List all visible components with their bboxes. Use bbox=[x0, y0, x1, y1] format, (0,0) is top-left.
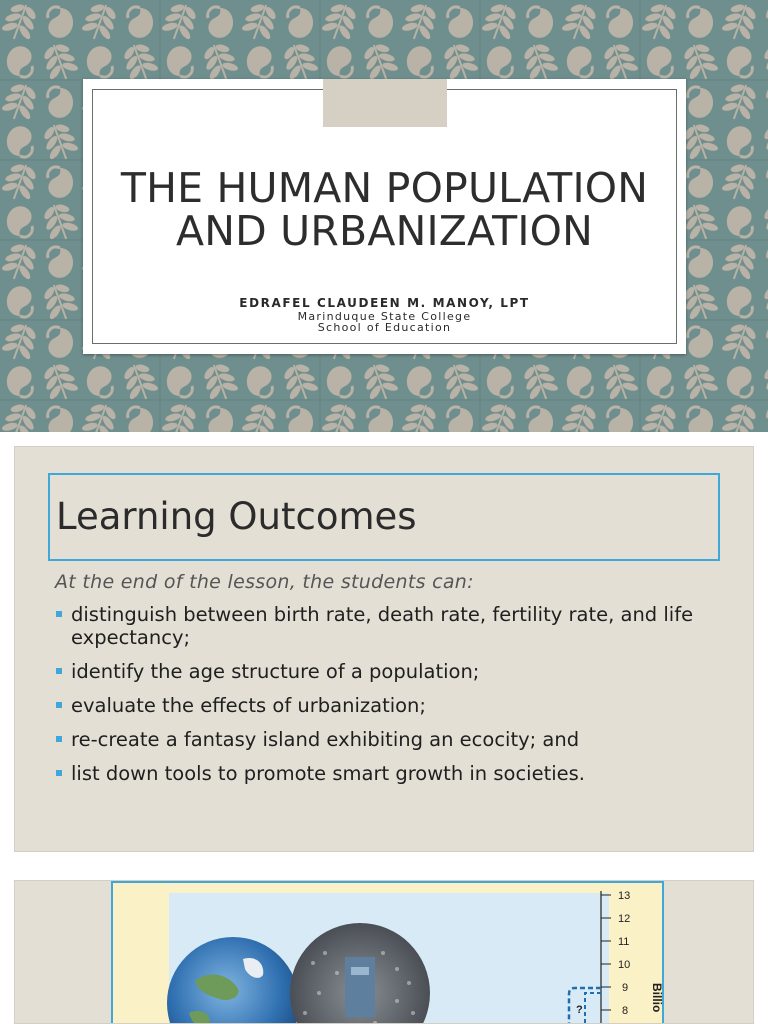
list-item bbox=[55, 603, 725, 649]
learning-outcomes-slide bbox=[14, 446, 754, 852]
axis-tick-label: 9 bbox=[622, 982, 629, 994]
bullet-icon bbox=[56, 702, 62, 708]
list-item-text: evaluate the effects of urbanization; bbox=[71, 694, 426, 717]
list-item bbox=[55, 728, 725, 751]
population-figure bbox=[111, 881, 664, 1024]
affiliation-line-2: School of Education bbox=[317, 321, 452, 334]
axis-label: Billio bbox=[650, 983, 664, 1013]
affiliation-line-1: Marinduque State College bbox=[297, 310, 472, 323]
bullet-icon bbox=[56, 736, 62, 742]
figure-illustration bbox=[113, 883, 664, 1024]
list-item-text: list down tools to promote smart growth in societies. bbox=[71, 762, 586, 785]
axis-tick-label: 10 bbox=[618, 959, 631, 971]
title-slide bbox=[0, 0, 768, 432]
slide-title-line-2: AND URBANIZATION bbox=[176, 207, 593, 255]
list-item bbox=[55, 694, 725, 717]
outcome-list bbox=[55, 603, 725, 796]
slide-title-line-1: THE HUMAN POPULATION bbox=[120, 164, 649, 212]
list-item bbox=[55, 762, 725, 785]
population-figure-slide bbox=[14, 880, 754, 1024]
list-item-text: identify the age structure of a population; bbox=[71, 660, 480, 683]
axis-tick-label: 8 bbox=[622, 1005, 629, 1017]
slide-title bbox=[83, 164, 686, 255]
projection-marker: ? bbox=[576, 1004, 583, 1016]
bullet-icon bbox=[56, 770, 62, 776]
axis-tick-label: 12 bbox=[618, 913, 631, 925]
heading-box bbox=[48, 473, 720, 561]
bullet-icon bbox=[56, 668, 62, 674]
list-item-text: distinguish between birth rate, death rate, fertility rate, and life expectancy; bbox=[71, 603, 694, 649]
slide-heading: Learning Outcomes bbox=[56, 495, 417, 538]
bullet-icon bbox=[56, 611, 62, 617]
intro-text: At the end of the lesson, the students can: bbox=[55, 571, 474, 593]
axis-tick-label: 11 bbox=[618, 936, 630, 948]
affiliation bbox=[83, 311, 686, 333]
list-item bbox=[55, 660, 725, 683]
title-tab-decoration bbox=[323, 79, 447, 127]
title-card bbox=[83, 79, 686, 354]
axis-tick-label: 13 bbox=[618, 890, 631, 902]
author-name: EDRAFEL CLAUDEEN M. MANOY, LPT bbox=[239, 296, 530, 310]
list-item-text: re-create a fantasy island exhibiting an ecocity; and bbox=[71, 728, 580, 751]
